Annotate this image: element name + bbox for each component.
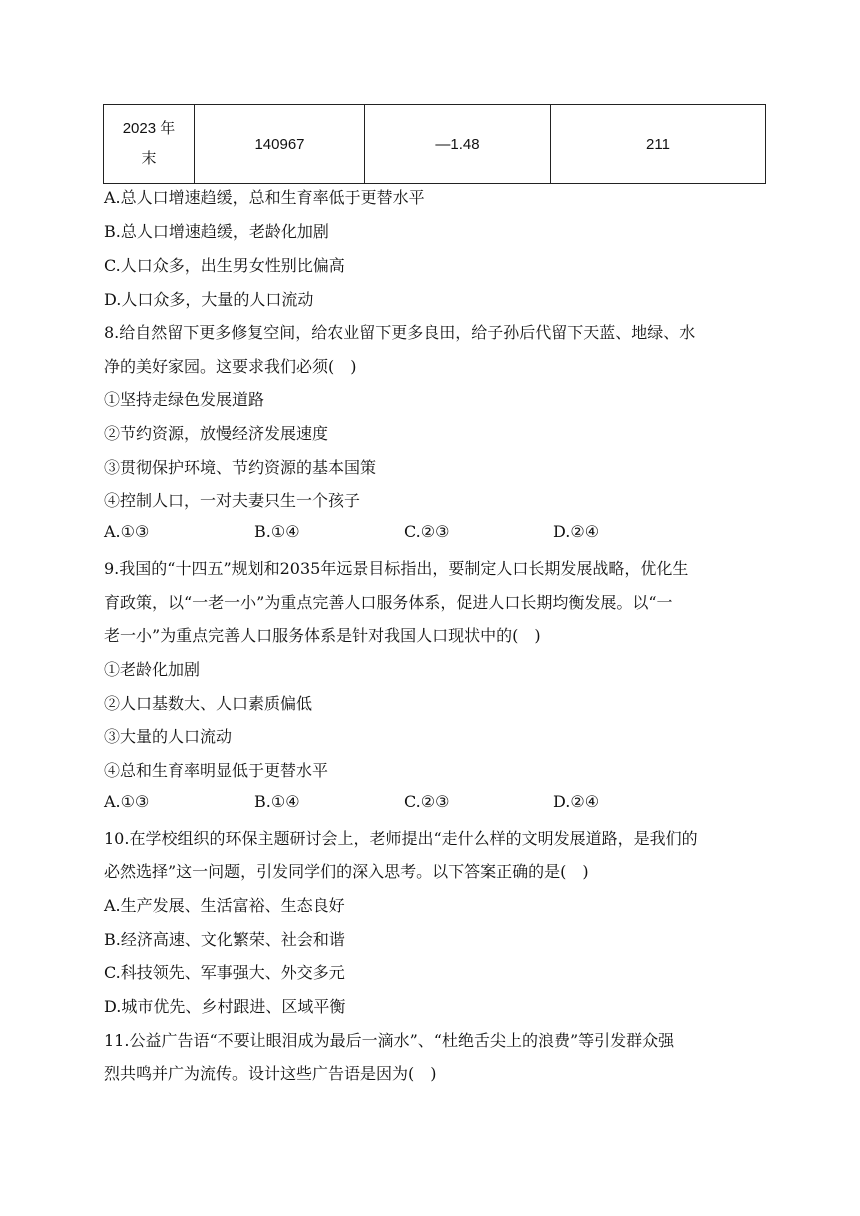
change-cell: —1.48	[365, 105, 551, 184]
q9-stem-line2: 育政策，以“一老一小”为重点完善人口服务体系，促进人口长期均衡发展。以“一	[104, 593, 673, 612]
population-table	[103, 104, 766, 184]
q7-option-d: D.人口众多，大量的人口流动	[104, 290, 314, 309]
q10-option-c: C.科技领先、军事强大、外交多元	[104, 963, 345, 982]
q11-stem-line2: 烈共鸣并广为流传。设计这些广告语是因为( )	[104, 1064, 437, 1083]
value-cell: 211	[551, 105, 766, 184]
q7-option-a: A.总人口增速趋缓，总和生育率低于更替水平	[104, 188, 425, 207]
q10-stem-line1: 10.在学校组织的环保主题研讨会上，老师提出“走什么样的文明发展道路，是我们的	[104, 829, 698, 848]
q9-stem-line3: 老一小”为重点完善人口服务体系是针对我国人口现状中的( )	[104, 626, 541, 645]
q9-option-b: B.①④	[254, 792, 300, 811]
q8-item-3: ③贯彻保护环境、节约资源的基本国策	[104, 458, 377, 477]
table-row	[104, 105, 766, 184]
q8-item-4: ④控制人口，一对夫妻只生一个孩子	[104, 491, 361, 510]
year-cell	[104, 105, 195, 184]
q8-option-d: D.②④	[553, 522, 600, 541]
year-label-line2: 末	[141, 150, 157, 167]
q9-item-3: ③大量的人口流动	[104, 727, 233, 746]
q9-option-c: C.②③	[404, 792, 450, 811]
q8-stem-line1: 8.给自然留下更多修复空间，给农业留下更多良田，给子孙后代留下天蓝、地绿、水	[104, 323, 696, 342]
q8-option-c: C.②③	[404, 522, 450, 541]
q9-stem-line1: 9.我国的“十四五”规划和2035年远景目标指出，要制定人口长期发展战略，优化生	[104, 559, 689, 578]
q7-option-b: B.总人口增速趋缓，老龄化加剧	[104, 222, 329, 241]
q7-option-c: C.人口众多，出生男女性别比偏高	[104, 256, 345, 275]
q9-option-a: A.①③	[104, 792, 150, 811]
q8-item-1: ①坚持走绿色发展道路	[104, 390, 265, 409]
q10-option-a: A.生产发展、生活富裕、生态良好	[104, 896, 345, 915]
q10-option-b: B.经济高速、文化繁荣、社会和谐	[104, 930, 345, 949]
q9-option-d: D.②④	[553, 792, 600, 811]
population-cell: 140967	[195, 105, 365, 184]
q11-stem-line1: 11.公益广告语“不要让眼泪成为最后一滴水”、“杜绝舌尖上的浪费”等引发群众强	[104, 1031, 675, 1050]
q8-option-b: B.①④	[254, 522, 300, 541]
q8-option-a: A.①③	[104, 522, 150, 541]
q9-item-4: ④总和生育率明显低于更替水平	[104, 761, 329, 780]
q10-option-d: D.城市优先、乡村跟进、区域平衡	[104, 997, 346, 1016]
year-label-line1: 2023 年	[122, 120, 176, 137]
q10-stem-line2: 必然选择”这一问题，引发同学们的深入思考。以下答案正确的是( )	[104, 862, 589, 881]
q9-item-1: ①老龄化加剧	[104, 660, 201, 679]
q8-item-2: ②节约资源，放慢经济发展速度	[104, 424, 329, 443]
q9-item-2: ②人口基数大、人口素质偏低	[104, 694, 313, 713]
q8-stem-line2: 净的美好家园。这要求我们必须( )	[104, 357, 357, 376]
